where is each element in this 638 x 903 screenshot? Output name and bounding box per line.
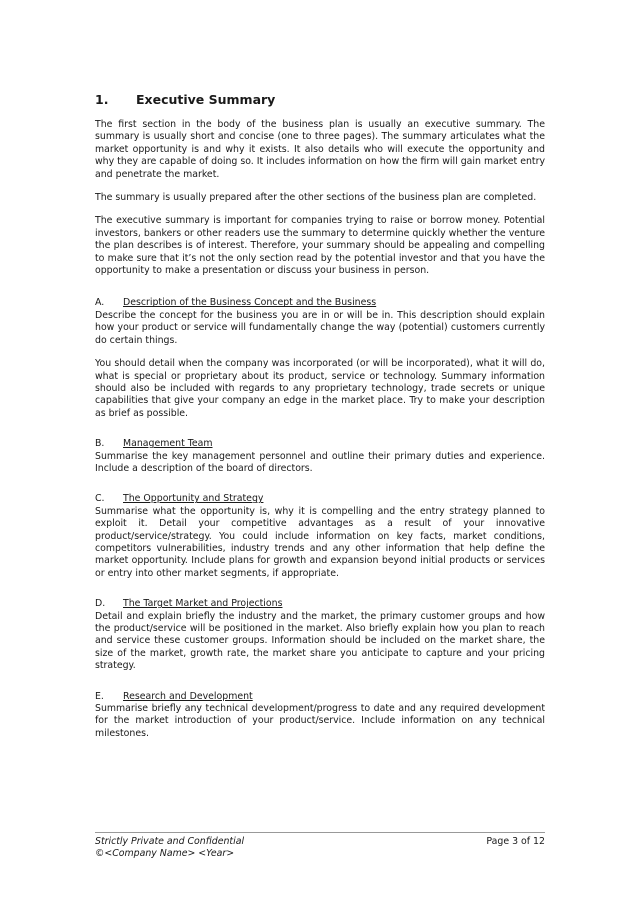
- subsection-paragraph: Summarise the key management personnel and outline their primary duties and experience. Include a description of the board of directors.: [95, 450, 545, 474]
- subsection-paragraph: Describe the concept for the business you are in or will be in. This description should explain how your product or service will fundamentally change the way (potential) customers currently do certain things.: [95, 309, 545, 346]
- subsection-title: Research and Development: [123, 690, 253, 702]
- subsection-heading: [95, 691, 545, 703]
- heading-title: Executive Summary: [136, 92, 276, 107]
- subsection-letter: E.: [95, 690, 104, 702]
- copyright-note: ©<Company Name> <Year>: [95, 848, 235, 860]
- heading-number: 1.: [95, 92, 109, 107]
- subsection-title: The Opportunity and Strategy: [123, 493, 264, 505]
- subsection-paragraph: Summarise briefly any technical development/progress to date and any required development for the market introduction of your product/service. Include information on any technical milestones.: [95, 703, 545, 739]
- subsection-b: [95, 438, 545, 475]
- subsection-c: [95, 493, 545, 580]
- subsection-title: The Target Market and Projections: [123, 598, 283, 610]
- subsection-letter: D.: [95, 598, 106, 610]
- intro-paragraph: The summary is usually prepared after the other sections of the business plan are completed.: [95, 192, 537, 204]
- intro-paragraph: The executive summary is important for companies trying to raise or borrow money. Potential investors, bankers or other readers use the summary to determine quickly whether the venture the plan describes is of interest. Therefore, your summary should be appealing and compelling to make sure that it’s not the only section read by the potential investor and that you have the opportunity to make a presentation or discuss your business in person.: [95, 215, 545, 277]
- intro-paragraph: The first section in the body of the business plan is usually an executive summary. The summary is usually short and concise (one to three pages). The summary articulates what the market opportunity is and why it exists. It also details who will execute the opportunity and why they are capable of doing so. It includes information on how the firm will gain market entry and penetrate the market.: [95, 119, 545, 180]
- subsection-paragraph: Detail and explain briefly the industry and the market, the primary customer groups and how the product/service will be positioned in the market. Also briefly explain how you plan to reach and service these customer groups. Information should be included on the market share, the size of the market, growth rate, the market share you anticipate to capture and your pricing strategy.: [95, 610, 545, 672]
- subsection-heading: [95, 493, 545, 505]
- subsection-title: Management Team: [123, 438, 213, 450]
- subsection-letter: B.: [95, 438, 105, 450]
- subsection-d: [95, 598, 545, 672]
- subsection-letter: A.: [95, 297, 105, 309]
- subsection-paragraph: Summarise what the opportunity is, why it is compelling and the entry strategy planned to exploit it. Detail your competitive advantages as a result of your innovative product/service/strategy. You could include information on key facts, market conditions, competitors vulnerabilities, industry trends and any other information that help define the market opportunity. Include plans for growth and expansion beyond initial products or services or entry into other market segments, if appropriate.: [95, 505, 545, 579]
- subsection-heading: [95, 598, 545, 610]
- subsection-a: [95, 297, 545, 420]
- subsection-paragraph: You should detail when the company was incorporated (or will be incorporated), what it will do, what is special or proprietary about its product, service or technology. Summary information should also be included with regards to any proprietary technology, trade secrets or unique capabilities that give your company an edge in the market place. Try to make your description as brief as possible.: [95, 358, 545, 419]
- subsection-heading: [95, 297, 545, 309]
- subsection-heading: [95, 438, 545, 450]
- section-heading: [95, 92, 545, 107]
- subsection-e: [95, 691, 545, 741]
- subsection-letter: C.: [95, 493, 105, 505]
- confidential-note: Strictly Private and Confidential: [95, 836, 245, 847]
- document-body: [95, 92, 545, 751]
- page-number: Page 3 of 12: [486, 836, 545, 847]
- subsection-title: Description of the Business Concept and the Business: [123, 297, 377, 309]
- page-footer: [95, 832, 545, 861]
